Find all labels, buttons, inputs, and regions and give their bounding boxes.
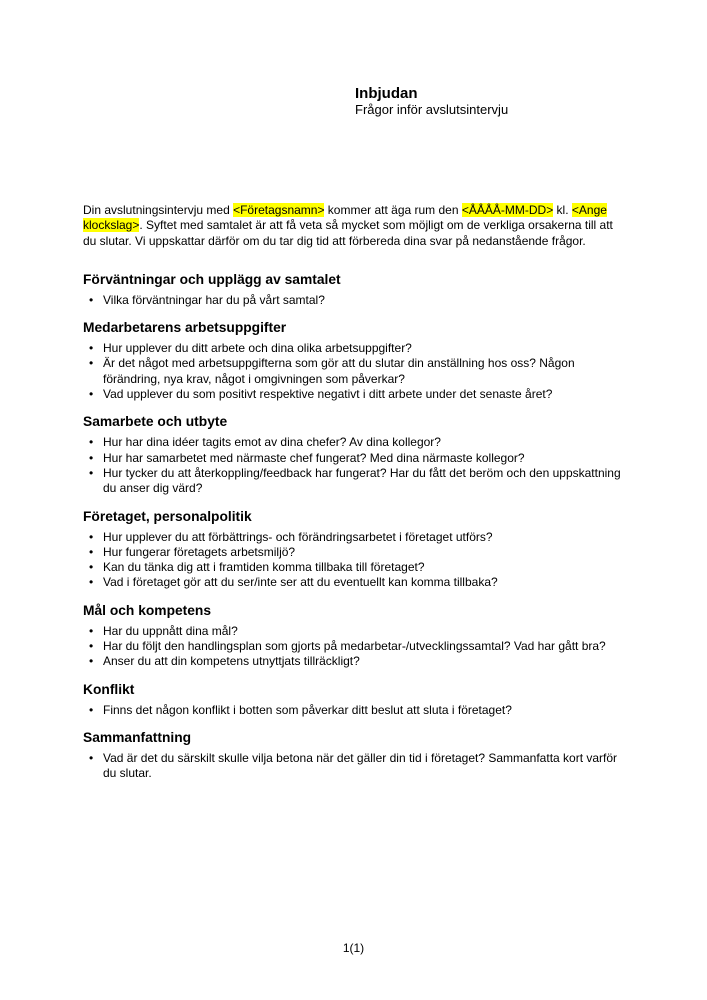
placeholder-highlight: <ÅÅÅÅ-MM-DD> xyxy=(461,203,554,217)
question-item: • Hur fungerar företagets arbetsmiljö? xyxy=(103,545,625,560)
question-item: • Har du uppnått dina mål? xyxy=(103,624,625,639)
page-subtitle: Frågor inför avslutsintervju xyxy=(355,102,509,117)
question-item: • Hur upplever du ditt arbete och dina olika arbetsuppgifter? xyxy=(103,341,625,356)
question-item: • Kan du tänka dig att i framtiden komma tillbaka till företaget? xyxy=(103,560,625,575)
placeholder-highlight: <Ange klockslag> xyxy=(83,203,607,233)
question-item: • Vilka förväntningar har du på vårt samtal? xyxy=(103,293,625,308)
question-list xyxy=(83,751,625,782)
question-list xyxy=(83,703,625,718)
section-heading: Mål och kompetens xyxy=(83,602,212,618)
section-heading: Förväntningar och upplägg av samtalet xyxy=(83,271,341,287)
placeholder-highlight: <Företagsnamn> xyxy=(233,203,325,217)
intro-text-segment: . Syftet med samtalet är att få veta så mycket som möjligt om de verkliga orsakerna till att du slutar. Vi uppskattar därför om du tar dig tid att förbereda dina svar på nedanstående frågor. xyxy=(83,218,613,248)
intro-paragraph xyxy=(83,203,625,260)
section-heading: Medarbetarens arbetsuppgifter xyxy=(83,320,287,336)
question-item: • Finns det någon konflikt i botten som påverkar ditt beslut att sluta i företaget? xyxy=(103,703,625,718)
question-list xyxy=(83,435,625,496)
question-item: • Vad upplever du som positivt respektive negativt i ditt arbete under det senaste året? xyxy=(103,387,625,402)
question-item: • Har du följt den handlingsplan som gjorts på medarbetar-/utvecklingssamtal? Vad har gått bra? xyxy=(103,639,625,654)
question-item: • Hur har samarbetet med närmaste chef fungerat? Med dina närmaste kollegor? xyxy=(103,451,625,466)
question-list xyxy=(83,341,625,402)
section-heading: Samarbete och utbyte xyxy=(83,414,228,430)
page-number: 1(1) xyxy=(342,941,365,955)
section-heading: Sammanfattning xyxy=(83,729,192,745)
intro-text-segment: kl. xyxy=(553,203,572,217)
title-block xyxy=(355,85,625,117)
question-item: • Anser du att din kompetens utnyttjats tillräckligt? xyxy=(103,654,625,669)
question-list xyxy=(83,624,625,670)
intro-text-segment: kommer att äga rum den xyxy=(324,203,462,217)
question-item: • Hur har dina idéer tagits emot av dina chefer? Av dina kollegor? xyxy=(103,435,625,450)
section-heading: Konflikt xyxy=(83,681,135,697)
section-heading: Företaget, personalpolitik xyxy=(83,508,252,524)
page-title: Inbjudan xyxy=(355,85,418,102)
question-item: • Vad är det du särskilt skulle vilja betona när det gäller din tid i företaget? Sammanfatta kort varför du slutar. xyxy=(103,751,625,782)
question-item: • Vad i företaget gör att du ser/inte ser att du eventuellt kan komma tillbaka? xyxy=(103,575,625,590)
intro-text-segment: Din avslutningsintervju med xyxy=(83,203,234,217)
question-list xyxy=(83,293,625,308)
question-list xyxy=(83,530,625,591)
sections xyxy=(83,271,625,782)
question-item: • Hur upplever du att förbättrings- och förändringsarbetet i företaget utförs? xyxy=(103,530,625,545)
question-item: • Hur tycker du att återkoppling/feedback har fungerat? Har du fått det beröm och den uppskattning du anser dig värd? xyxy=(103,466,625,497)
question-item: • Är det något med arbetsuppgifterna som gör att du slutar din anställning hos oss? Någon förändring, nya krav, något i omgivningen som påverkar? xyxy=(103,356,625,387)
